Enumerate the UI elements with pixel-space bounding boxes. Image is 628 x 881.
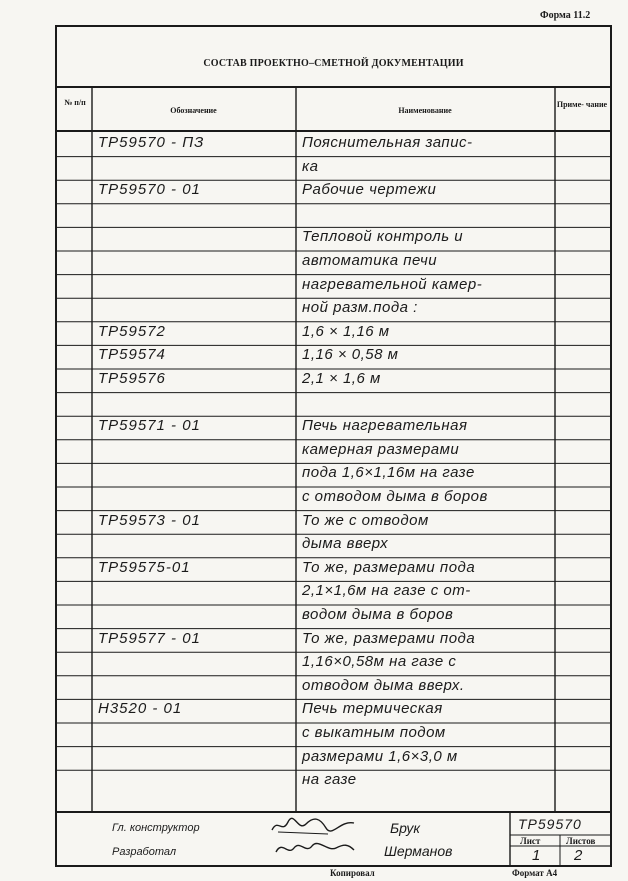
row-designation: Н3520 - 01 bbox=[98, 700, 183, 718]
row-name: пода 1,6×1,16м на газе bbox=[302, 464, 475, 482]
row-designation: ТР59570 - 01 bbox=[98, 181, 201, 199]
row-designation: ТР59575-01 bbox=[98, 558, 191, 576]
row-name: дыма вверх bbox=[302, 535, 389, 553]
row-designation: ТР59573 - 01 bbox=[98, 511, 201, 529]
row-name: 2,1×1,6м на газе с от- bbox=[302, 582, 471, 600]
stamp-person-chief-designer: Брук bbox=[390, 820, 421, 836]
row-name: с отводом дыма в боров bbox=[302, 488, 488, 505]
row-designation: ТР59577 - 01 bbox=[98, 629, 201, 647]
row-designation: ТР59570 - ПЗ bbox=[98, 134, 205, 151]
stamp-sheets-label: Листов bbox=[566, 836, 596, 846]
row-name: Печь нагревательная bbox=[302, 417, 468, 435]
row-name: ка bbox=[302, 157, 319, 175]
document-title: СОСТАВ ПРОЕКТНО–СМЕТНОЙ ДОКУМЕНТАЦИИ bbox=[203, 58, 464, 69]
row-designation: ТР59576 bbox=[98, 370, 166, 387]
footer-copied: Копировал bbox=[330, 868, 375, 878]
header-designation: Обозначение bbox=[170, 106, 217, 115]
row-name: 2,1 × 1,6 м bbox=[302, 370, 381, 387]
row-name: То же, размерами пода bbox=[302, 558, 476, 576]
row-name: камерная размерами bbox=[302, 440, 460, 458]
row-name: на газе bbox=[302, 771, 357, 789]
header-name: Наименование bbox=[398, 106, 452, 115]
row-name: нагревательной камер- bbox=[302, 275, 483, 293]
row-designation: ТР59574 bbox=[98, 346, 166, 364]
row-name: водом дыма в боров bbox=[302, 606, 454, 623]
stamp-sheets-value: 2 bbox=[574, 847, 583, 864]
stamp-document-code: ТР59570 bbox=[518, 816, 582, 832]
row-name: 1,16×0,58м на газе с bbox=[302, 653, 457, 671]
row-name: Рабочие чертежи bbox=[302, 181, 437, 199]
signature-1 bbox=[268, 814, 358, 838]
stamp-sheet-value: 1 bbox=[532, 847, 541, 864]
stamp-sheet-label: Лист bbox=[520, 836, 541, 846]
signature-2 bbox=[272, 838, 358, 860]
stamp-role-developer: Разработал bbox=[112, 846, 177, 858]
row-name: размерами 1,6×3,0 м bbox=[302, 747, 458, 765]
row-designation: ТР59572 bbox=[98, 322, 166, 340]
row-name: 1,16 × 0,58 м bbox=[302, 346, 399, 364]
header-note: Приме- чание bbox=[556, 100, 608, 109]
row-name: Пояснительная запис- bbox=[302, 134, 473, 151]
row-name: автоматика печи bbox=[302, 252, 438, 269]
row-name: Тепловой контроль и bbox=[302, 228, 464, 246]
header-number: № п/п bbox=[64, 98, 86, 107]
row-name: с выкатным подом bbox=[302, 724, 446, 741]
row-name: То же, размерами пода bbox=[302, 629, 476, 647]
row-name: Печь термическая bbox=[302, 700, 443, 718]
row-name: 1,6 × 1,16 м bbox=[302, 322, 390, 340]
row-name: отводом дыма вверх. bbox=[302, 676, 465, 694]
row-designation: ТР59571 - 01 bbox=[98, 417, 201, 435]
row-name: То же с отводом bbox=[302, 511, 429, 529]
form-number-label: Форма 11.2 bbox=[540, 10, 591, 21]
stamp-role-chief-designer: Гл. конструктор bbox=[112, 822, 200, 834]
stamp-person-developer: Шерманов bbox=[384, 843, 453, 859]
row-name: ной разм.пода : bbox=[302, 299, 418, 317]
footer-format: Формат А4 bbox=[512, 868, 558, 878]
